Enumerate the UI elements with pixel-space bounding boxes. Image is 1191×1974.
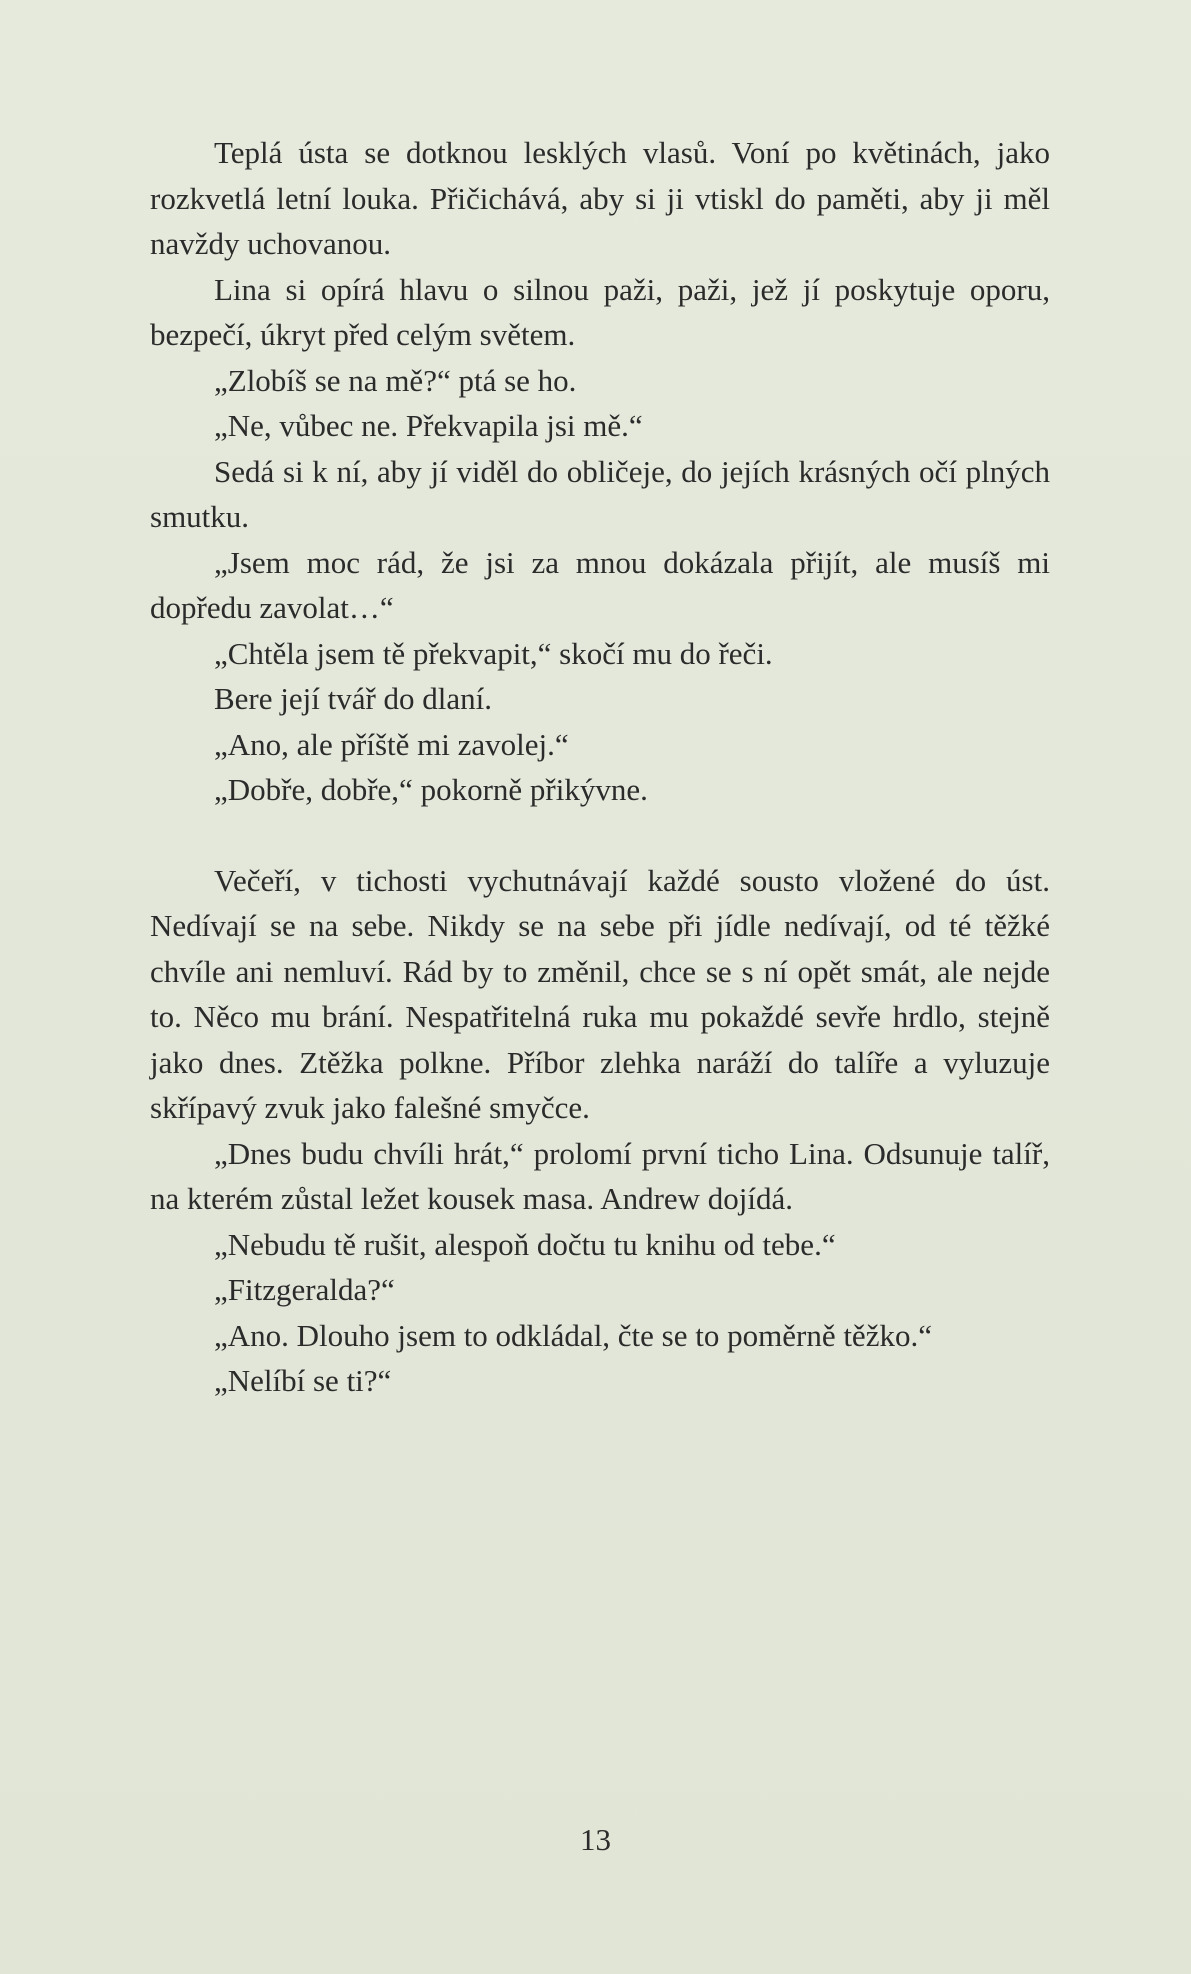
section-break xyxy=(150,813,1050,858)
paragraph: Teplá ústa se dotknou lesklých vlasů. Voní po květinách, jako rozkvetlá letní louka. Přičichává, aby si ji vtiskl do paměti, aby ji měl navždy uchovanou. xyxy=(150,135,1050,261)
paragraph: „Nebudu tě rušit, alespoň dočtu tu knihu od tebe.“ xyxy=(214,1226,836,1262)
paragraph: „Jsem moc rád, že jsi za mnou dokázala přijít, ale musíš mi dopředu zavolat…“ xyxy=(150,544,1050,625)
paragraph: „Ne, vůbec ne. Překvapila jsi mě.“ xyxy=(214,408,643,443)
paragraph: „Ano. Dlouho jsem to odkládal, čte se to poměrně těžko.“ xyxy=(214,1317,932,1353)
paragraph: „Chtěla jsem tě překvapit,“ skočí mu do řeči. xyxy=(214,635,773,671)
paragraph: „Ano, ale příště mi zavolej.“ xyxy=(214,726,569,762)
paragraph: Lina si opírá hlavu o silnou paži, paži, jež jí poskytuje oporu, bezpečí, úkryt před celým světem. xyxy=(150,271,1050,352)
paragraph: „Dnes budu chvíli hrát,“ prolomí první ticho Lina. Odsunuje talíř, na kterém zůstal ležet kousek masa. Andrew dojídá. xyxy=(150,1135,1050,1216)
page-number: 13 xyxy=(580,1822,611,1857)
paragraph: „Fitzgeralda?“ xyxy=(214,1272,395,1307)
paragraph: Bere její tvář do dlaní. xyxy=(214,681,493,716)
paragraph: „Dobře, dobře,“ pokorně přikývne. xyxy=(214,772,648,807)
page-text xyxy=(150,130,1050,1404)
paragraph: Sedá si k ní, aby jí viděl do obličeje, do jejích krásných očí plných smutku. xyxy=(150,453,1050,534)
paragraph: „Nelíbí se ti?“ xyxy=(214,1363,392,1398)
paragraph: Večeří, v tichosti vychutnávají každé sousto vložené do úst. Nedívají se na sebe. Nikdy se na sebe při jídle nedívají, od té těžké chvíle ani nemluví. Rád by to změnil, chce se s ní opět smát, ale nejde to. Něco mu brání. Nespatřitelná ruka mu pokaždé sevře hrdlo, stejně jako dnes. Ztěžka polkne. Příbor zlehka naráží do talíře a vyluzuje skřípavý zvuk jako falešné smyčce. xyxy=(150,862,1050,1125)
paragraph: „Zlobíš se na mě?“ ptá se ho. xyxy=(214,362,577,398)
